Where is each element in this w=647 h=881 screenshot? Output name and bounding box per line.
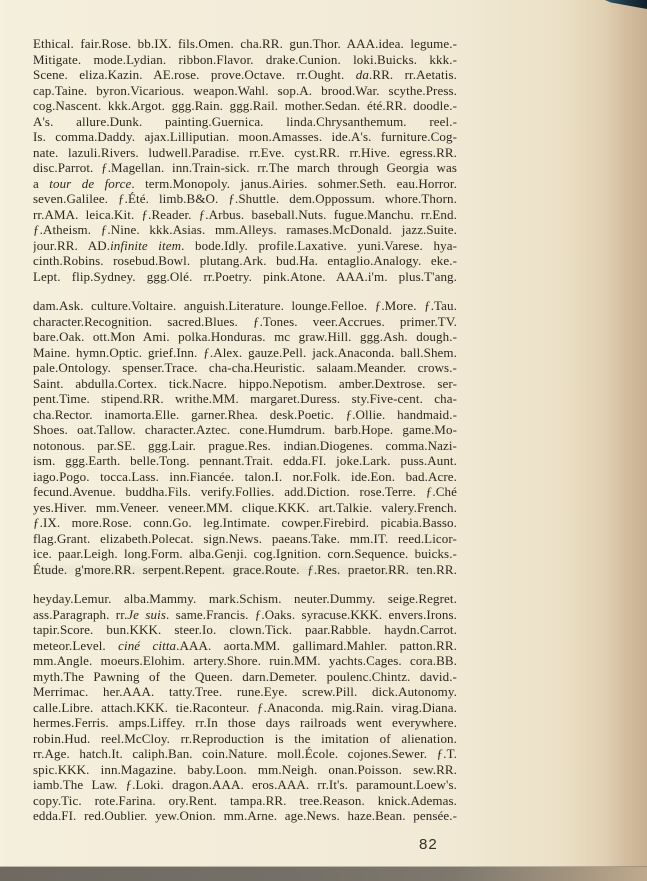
text-line: Mitigate. mode.Lydian. ribbon.Flavor. drake.Cunion. loki.Buicks. kkk.- xyxy=(33,51,457,67)
text-line: cinth.Robins. rosebud.Bowl. plutang.Ark. bud.Ha. entaglio.Analogy. eke.- xyxy=(33,253,457,268)
text-block xyxy=(33,36,457,824)
text-line: Is. comma.Daddy. ajax.Lilliputian. moon.Amasses. ide.A's. furniture.Cog- xyxy=(33,129,457,144)
text-line: tapir.Score. bun.KKK. steer.Io. clown.Tick. paar.Rabble. haydn.Carrot. xyxy=(33,622,457,637)
text-line: bare.Oak. ott.Mon Ami. polka.Honduras. mc graw.Hill. ggg.Ash. dough.- xyxy=(33,329,457,344)
text-line: a tour de force. term.Monopoly. janus.Airies. sohmer.Seth. eau.Horror. xyxy=(33,175,457,191)
text-line: Maine. hymn.Optic. grief.Inn. ƒ.Alex. gauze.Pell. jack.Anaconda. ball.Shem. xyxy=(33,344,457,360)
text-line: ism. ggg.Earth. belle.Tong. pennant.Trait. edda.FI. joke.Lark. puss.Aunt. xyxy=(33,453,457,468)
text-line: hermes.Ferris. amps.Liffey. rr.In those days railroads went everywhere. xyxy=(33,715,457,730)
book-cover-corner xyxy=(605,0,647,9)
text-line: cha.Rector. inamorta.Elle. garner.Rhea. desk.Poetic. ƒ.Ollie. handmaid.- xyxy=(33,406,457,422)
page-number: 82 xyxy=(419,836,438,853)
text-line: meteor.Level. ciné citta.AAA. aorta.MM. gallimard.Mahler. patton.RR. xyxy=(33,637,457,653)
text-line: jour.RR. AD.infinite item. bode.Idly. profile.Laxative. yuni.Varese. hya- xyxy=(33,237,457,253)
paragraph xyxy=(33,591,457,824)
book-bottom-edge xyxy=(0,867,647,881)
text-line: robin.Hud. reel.McCloy. rr.Reproduction is the imitation of alienation. xyxy=(33,730,457,746)
text-line: ƒ.IX. more.Rose. conn.Go. leg.Intimate. cowper.Firebird. picabia.Basso. xyxy=(33,515,457,530)
paragraph xyxy=(33,36,457,284)
text-line: Shoes. oat.Tallow. character.Aztec. cone.Humdrum. barb.Hope. game.Mo- xyxy=(33,422,457,437)
text-line: Lept. flip.Sydney. ggg.Olé. rr.Poetry. pink.Atone. AAA.i'm. plus.T'ang. xyxy=(33,268,457,284)
text-line: spic.KKK. inn.Magazine. baby.Loon. mm.Neigh. onan.Poisson. sew.RR. xyxy=(33,761,457,777)
text-line: ice. paar.Leigh. long.Form. alba.Genji. cog.Ignition. corn.Sequence. buicks.- xyxy=(33,546,457,561)
text-line: nate. lazuli.Rivers. ludwell.Paradise. rr.Eve. cyst.RR. rr.Hive. egress.RR. xyxy=(33,144,457,160)
text-line: copy.Tic. rote.Farina. ory.Rent. tampa.RR. tree.Reason. knick.Ademas. xyxy=(33,792,457,808)
text-line: cog.Nascent. kkk.Argot. ggg.Rain. ggg.Rail. mother.Sedan. été.RR. doodle.- xyxy=(33,98,457,113)
text-line: iago.Pogo. tocca.Lass. inn.Fiancée. talon.I. nor.Folk. ide.Eon. bad.Acre. xyxy=(33,468,457,484)
text-line: Étude. g'more.RR. serpent.Repent. grace.Route. ƒ.Res. praetor.RR. ten.RR. xyxy=(33,561,457,577)
text-line: pale.Ontology. spenser.Trace. cha-cha.Heuristic. salaam.Meander. crows.- xyxy=(33,360,457,375)
paragraph xyxy=(33,298,457,577)
text-line: Scene. eliza.Kazin. AE.rose. prove.Octave. rr.Ought. da.RR. rr.Aetatis. xyxy=(33,67,457,82)
text-line: cap.Taine. byron.Vicarious. weapon.Wahl. sop.A. brood.War. scythe.Press. xyxy=(33,82,457,98)
text-line: notonous. par.SE. ggg.Lair. prague.Res. indian.Diogenes. comma.Nazi- xyxy=(33,437,457,453)
text-line: heyday.Lemur. alba.Mammy. mark.Schism. neuter.Dummy. seige.Regret. xyxy=(33,591,457,606)
text-line: flag.Grant. elizabeth.Polecat. sign.News. paeans.Take. mm.IT. reed.Licor- xyxy=(33,530,457,546)
text-line: fecund.Avenue. buddha.Fils. verify.Follies. add.Diction. rose.Terre. ƒ.Ché xyxy=(33,484,457,499)
text-line: yes.Hiver. mm.Veneer. veneer.MM. clique.KKK. art.Talkie. valery.French. xyxy=(33,499,457,515)
text-line: ass.Paragraph. rr.Je suis. same.Francis. ƒ.Oaks. syracuse.KKK. envers.Irons. xyxy=(33,606,457,622)
text-line: dam.Ask. culture.Voltaire. anguish.Literature. lounge.Felloe. ƒ.More. ƒ.Tau. xyxy=(33,298,457,313)
text-line: seven.Galilee. ƒ.Été. limb.B&O. ƒ.Shuttle. dem.Oppossum. whore.Thorn. xyxy=(33,191,457,206)
text-line: myth.The Pawning of the Queen. darn.Demeter. poulenc.Chintz. david.- xyxy=(33,668,457,684)
text-line: rr.AMA. leica.Kit. ƒ.Reader. ƒ.Arbus. baseball.Nuts. fugue.Manchu. rr.End. xyxy=(33,206,457,222)
text-line: mm.Angle. moeurs.Elohim. artery.Shore. ruin.MM. yachts.Cages. cora.BB. xyxy=(33,653,457,668)
text-line: edda.FI. red.Oublier. yew.Onion. mm.Arne. age.News. haze.Bean. pensée.- xyxy=(33,808,457,823)
text-line: rr.Age. hatch.It. caliph.Ban. coin.Nature. moll.École. cojones.Sewer. ƒ.T. xyxy=(33,746,457,761)
text-line: Ethical. fair.Rose. bb.IX. fils.Omen. cha.RR. gun.Thor. AAA.idea. legume.- xyxy=(33,36,457,51)
text-line: ƒ.Atheism. ƒ.Nine. kkk.Asias. mm.Alleys. ramases.McDonald. jazz.Suite. xyxy=(33,222,457,237)
text-line: A's. allure.Dunk. painting.Guernica. linda.Chrysanthemum. reel.- xyxy=(33,113,457,129)
text-line: pent.Time. stipend.RR. writhe.MM. margaret.Duress. sty.Five-cent. cha- xyxy=(33,391,457,406)
text-line: disc.Parrot. ƒ.Magellan. inn.Train-sick. rr.The march through Georgia was xyxy=(33,160,457,175)
text-line: Saint. abdulla.Cortex. tick.Nacre. hippo.Nepotism. amber.Dextrose. ser- xyxy=(33,375,457,391)
text-line: character.Recognition. sacred.Blues. ƒ.Tones. veer.Accrues. primer.TV. xyxy=(33,313,457,329)
text-line: iamb.The Law. ƒ.Loki. dragon.AAA. eros.AAA. rr.It's. paramount.Loew's. xyxy=(33,777,457,792)
text-line: calle.Libre. attach.KKK. tie.Raconteur. ƒ.Anaconda. mig.Rain. virag.Diana. xyxy=(33,699,457,715)
text-line: Merrimac. her.AAA. tatty.Tree. rune.Eye. screw.Pill. dick.Autonomy. xyxy=(33,684,457,699)
